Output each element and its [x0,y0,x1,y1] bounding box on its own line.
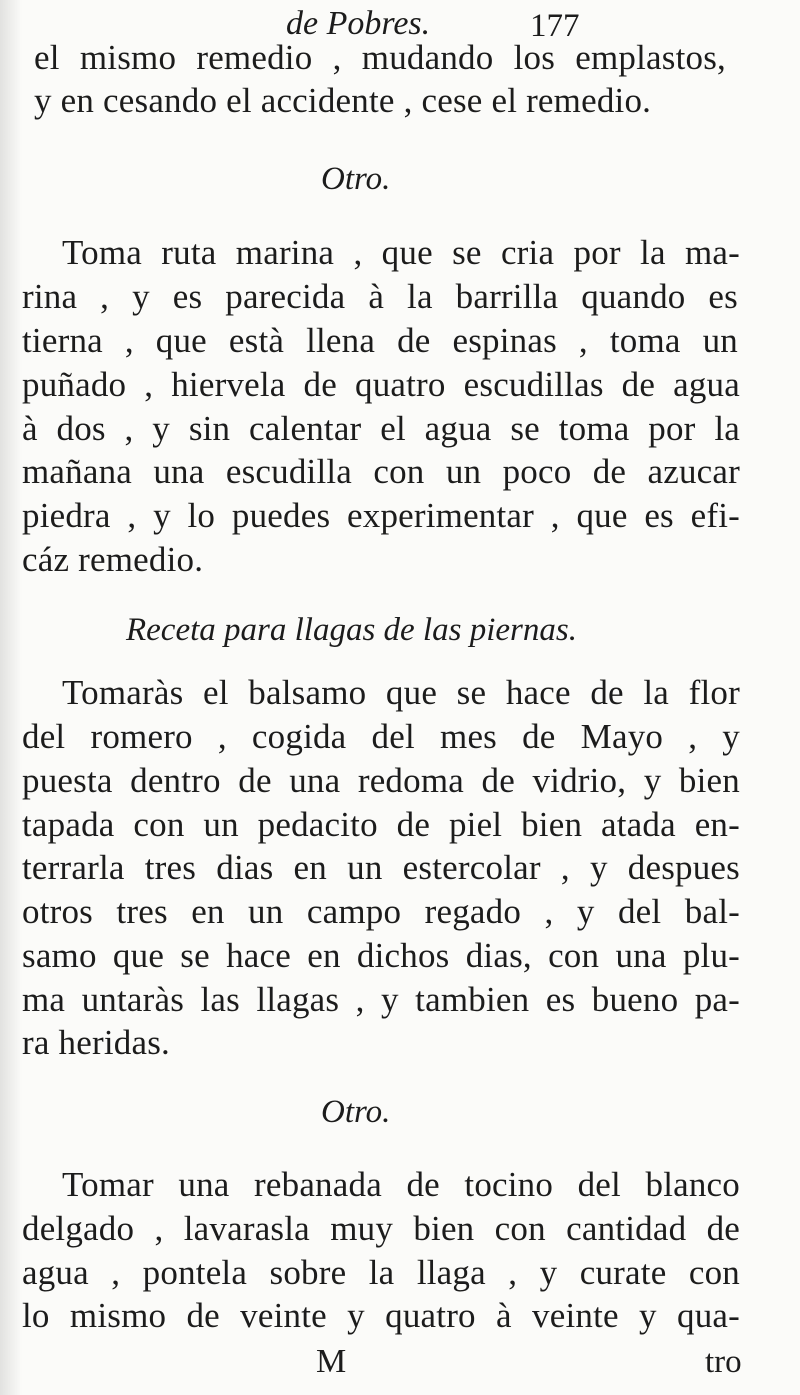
text-line: puesta dentro de una redoma de vidrio, y bien [22,761,740,800]
text-line: tapada con un pedacito de piel bien atada en- [22,805,740,844]
text-line: Tomaràs el balsamo que se hace de la flor [62,673,740,712]
text-line: delgado , lavarasla muy bien con cantidad de [22,1209,740,1248]
text-line: y en cesando el accidente , cese el remedio. [34,81,652,120]
section-heading: Otro. [321,1094,391,1130]
text-line: cáz remedio. [22,540,204,579]
text-line: terrarla tres dias en un estercolar , y despues [22,848,740,887]
text-line: ma untaràs las llagas , y tambien es bueno pa- [22,980,740,1019]
text-line: tierna , que està llena de espinas , toma un [22,321,738,360]
text-line: rina , y es parecida à la barrilla quando es [22,277,738,316]
page-gutter-shadow [0,0,22,1395]
text-line: Tomar una rebanada de tocino del blanco [62,1165,740,1204]
text-line: puñado , hiervela de quatro escudillas de agua [22,365,740,404]
running-title: de Pobres. [286,5,431,42]
text-line: lo mismo de veinte y quatro à veinte y qua- [22,1296,740,1335]
catchword: tro [705,1344,742,1380]
section-heading: Otro. [321,161,391,197]
text-line: el mismo remedio , mudando los emplastos, [34,38,726,77]
text-line: Toma ruta marina , que se cria por la ma- [62,233,740,272]
text-line: mañana una escudilla con un poco de azucar [22,452,740,491]
signature-mark: M [316,1343,347,1380]
text-line: ra heridas. [22,1023,170,1062]
text-line: agua , pontela sobre la llaga , y curate con [22,1253,740,1292]
text-line: samo que se hace en dichos dias, con una plu- [22,936,740,975]
section-heading: Receta para llagas de las piernas. [126,612,577,648]
text-line: à dos , y sin calentar el agua se toma por la [22,409,740,448]
page-number: 177 [530,8,580,44]
text-line: otros tres en un campo regado , y del bal- [22,892,740,931]
text-line: piedra , y lo puedes experimentar , que es efi- [22,496,740,535]
text-line: del romero , cogida del mes de Mayo , y [22,717,740,756]
